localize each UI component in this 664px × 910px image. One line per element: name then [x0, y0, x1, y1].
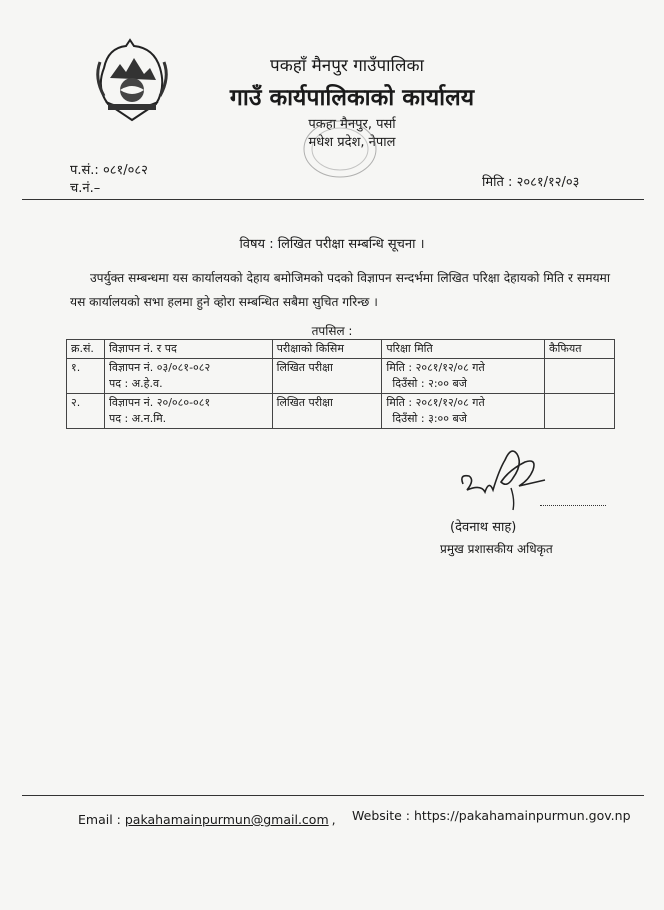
exam-date: मिति : २०८१/१२/०८ गते [386, 396, 485, 409]
signatory-name: (देवनाथ साह) [450, 520, 517, 535]
email-label: Email : [78, 812, 121, 827]
table-row [67, 359, 615, 394]
footer-email [78, 812, 336, 827]
header-exam-date: परिक्षा मिति [382, 340, 545, 359]
header-serial: क्र.सं. [67, 340, 105, 359]
exam-schedule-table [66, 339, 615, 429]
footer-website [352, 808, 631, 823]
office-title: गाउँ कार्यपालिकाको कार्यालय [229, 85, 475, 111]
office-address-line-2: मधेश प्रदेश, नेपाल [308, 135, 396, 150]
row-exam-date [382, 359, 545, 394]
website-label: Website : [352, 808, 411, 823]
row-exam-type: लिखित परीक्षा [272, 394, 382, 429]
exam-time: दिउँसो : ३:०० बजे [392, 412, 467, 425]
header-remarks: कैफियत [545, 340, 615, 359]
signatory-title: प्रमुख प्रशासकीय अधिकृत [440, 542, 553, 556]
row-remarks [545, 394, 615, 429]
row-ad-and-post [104, 394, 272, 429]
website-link[interactable]: https://pakahamainpurmun.gov.np [414, 808, 631, 823]
footer-divider [22, 795, 644, 796]
post-name: पद : अ.न.मि. [108, 412, 167, 425]
municipality-name: पकहाँ मैनपुर गाउँपालिका [270, 56, 424, 76]
row-ad-and-post [104, 359, 272, 394]
office-address-line-1: पकहा मैनपुर, पर्सा [308, 117, 396, 132]
office-stamp [300, 118, 380, 180]
ad-number: विज्ञापन नं. ०३/०८१-०८२ [108, 361, 211, 374]
ad-number: विज्ञापन नं. २०/०८०-०८१ [108, 396, 211, 409]
row-exam-date [382, 394, 545, 429]
header-exam-type: परीक्षाको किसिम [272, 340, 382, 359]
row-serial: १. [67, 359, 105, 394]
dispatch-number: च.नं.– [70, 181, 101, 196]
row-remarks [545, 359, 615, 394]
email-link[interactable]: pakahamainpurmun@gmail.com [124, 812, 329, 827]
exam-time: दिउँसो : २:०० बजे [392, 377, 467, 390]
post-name: पद : अ.हे.व. [108, 377, 163, 390]
table-row [67, 394, 615, 429]
email-separator: , [331, 812, 336, 827]
letter-number: प.सं.: ०८१/०८२ [70, 163, 148, 178]
subject-line: विषय : लिखित परीक्षा सम्बन्धि सूचना । [239, 237, 425, 252]
details-label: तपसिल : [311, 324, 353, 338]
row-serial: २. [67, 394, 105, 429]
letter-date: मिति : २०८१/१२/०३ [482, 175, 580, 190]
header-divider [22, 199, 644, 200]
row-exam-type: लिखित परीक्षा [272, 359, 382, 394]
exam-date: मिति : २०८१/१२/०८ गते [386, 361, 485, 374]
notice-body: उपर्युक्त सम्बन्धमा यस कार्यालयको देहाय बमोजिमको पदको विज्ञापन सन्दर्भमा लिखित परिक्षा देहायको मिति र समयमा यस कार्यालयको सभा हलमा हुने व्होरा सम्बन्धित सबैमा सुचित गरिन्छ । [70, 271, 610, 309]
header-ad-and-post: विज्ञापन नं. र पद [104, 340, 272, 359]
table-header-row [67, 340, 615, 359]
signature-line [540, 505, 606, 506]
handwritten-signature [455, 440, 555, 512]
